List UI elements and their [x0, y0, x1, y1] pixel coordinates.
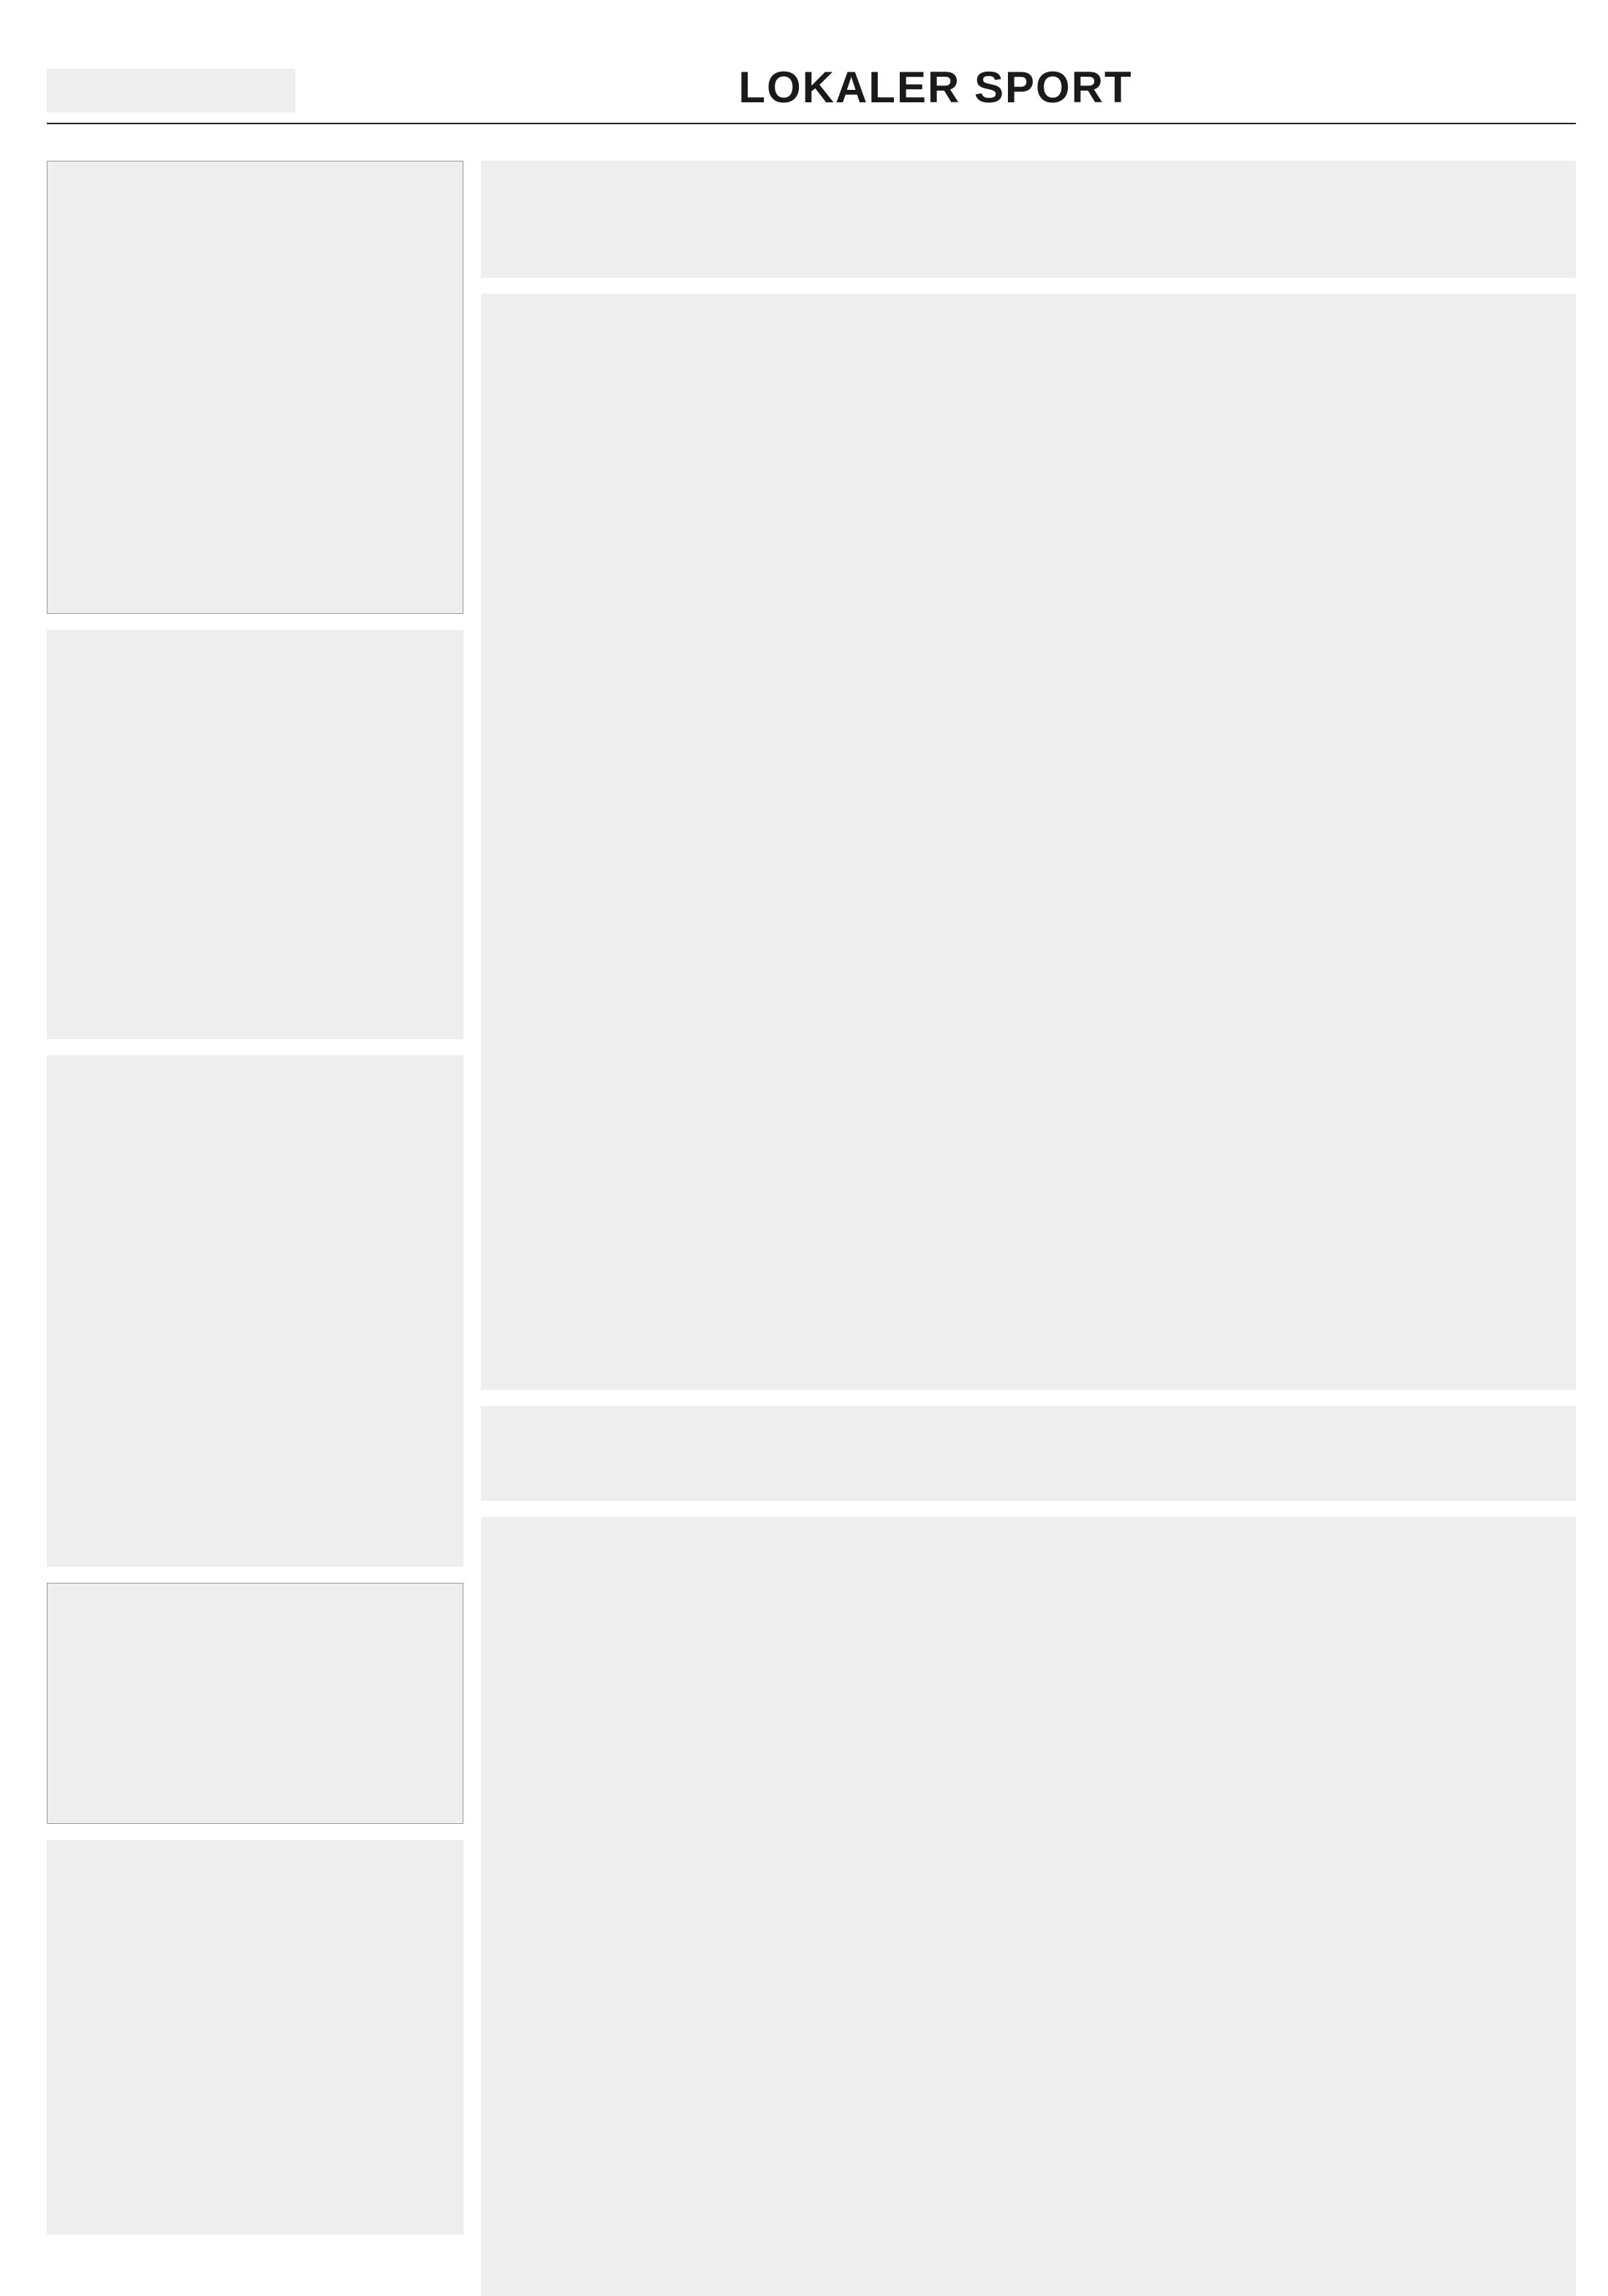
oberliga-table — [47, 1840, 463, 2235]
second-article-body — [481, 1517, 1576, 2296]
date-line — [47, 69, 295, 113]
section-title: LOKALER SPORT — [738, 63, 1133, 112]
main-article-body — [481, 294, 1576, 1390]
page-body — [47, 161, 1576, 2296]
right-column — [481, 161, 1576, 2296]
match-stats-box — [47, 161, 463, 614]
left-column — [47, 161, 463, 2296]
editorial-contact-box — [47, 1583, 463, 1824]
lineup-details — [47, 630, 463, 1039]
masthead — [47, 37, 1576, 124]
main-article-heading — [481, 161, 1576, 278]
news-column — [47, 1055, 463, 1567]
second-article-heading — [481, 1406, 1576, 1501]
